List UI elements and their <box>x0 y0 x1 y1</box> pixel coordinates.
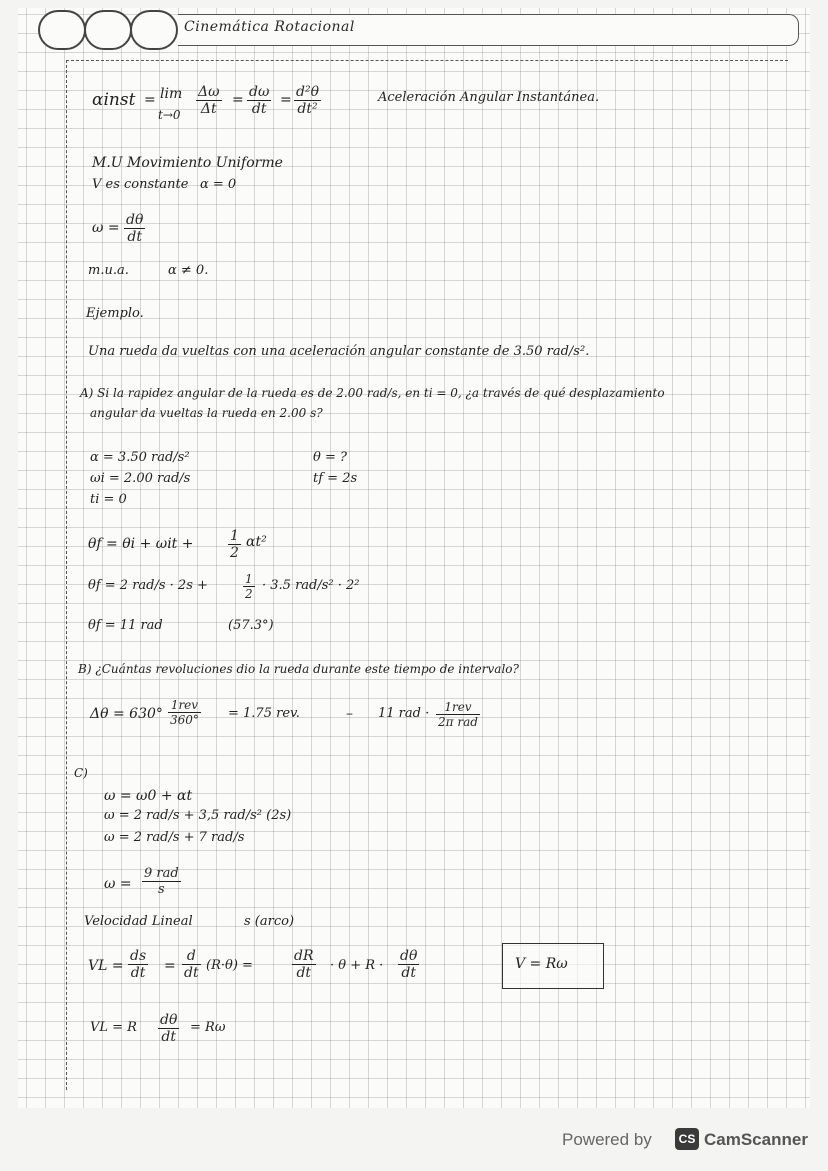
ejemplo-title: Ejemplo. <box>86 306 144 321</box>
den: dt <box>184 965 199 981</box>
given-tf: tf = 2s <box>313 471 358 486</box>
camscanner-brand: CamScanner <box>704 1130 808 1149</box>
formula1-half <box>228 528 241 561</box>
frac-d2theta <box>294 84 321 117</box>
lim: lim <box>160 86 183 102</box>
ring-2 <box>84 10 132 50</box>
alpha-inst: αinst <box>92 90 136 110</box>
frac-dR-dt <box>292 948 316 981</box>
margin-line <box>66 60 67 1090</box>
c-line4-fraction <box>142 866 181 897</box>
num: Δω <box>198 84 220 100</box>
formula2-half <box>243 572 255 601</box>
w-lhs: ω = <box>92 220 120 236</box>
top-line <box>66 60 788 61</box>
page-title: Cinemática Rotacional <box>184 19 355 35</box>
den: 2π rad <box>438 715 478 729</box>
rev-fraction <box>168 698 201 727</box>
notebook-page <box>18 8 810 1108</box>
eq-sign-3: = <box>280 92 292 108</box>
den: dt <box>127 229 142 245</box>
num: ds <box>130 948 147 964</box>
c-line3: ω = 2 rad/s + 7 rad/s <box>104 830 245 845</box>
arc-label: s (arco) <box>244 914 295 929</box>
camscanner-logo-icon: CS <box>675 1128 699 1150</box>
formula2-lhs: θf = 2 rad/s · 2s + <box>88 578 208 593</box>
question-a-line2: angular da vueltas la rueda en 2.00 s? <box>90 406 323 420</box>
num: d <box>182 948 201 965</box>
num: dθ <box>400 948 418 964</box>
vl-eq: = <box>164 958 176 974</box>
eq-sign: = <box>144 92 156 108</box>
mu-condition: V es constante <box>92 177 189 192</box>
den: dt <box>401 965 416 981</box>
num: 1rev <box>436 700 480 715</box>
frac-ds-dt <box>128 948 148 981</box>
ring-3 <box>130 10 178 50</box>
question-a-line1: A) Si la rapidez angular de la rueda es de 2.00 rad/s, en ti = 0, ¿a través de qué desplazamiento <box>80 386 665 400</box>
vl2-tail: = Rω <box>190 1020 226 1035</box>
mua-condition: α ≠ 0. <box>168 263 209 278</box>
lim-sub: t→0 <box>158 108 181 122</box>
given-ti: ti = 0 <box>90 492 127 507</box>
num: 1 <box>230 528 239 544</box>
given-alpha: α = 3.50 rad/s² <box>90 450 190 465</box>
den: Δt <box>200 101 217 117</box>
theta-degrees: (57.3°) <box>228 618 274 633</box>
c-line1: ω = ω0 + αt <box>104 788 193 804</box>
boxed-formula <box>502 943 604 989</box>
num: dR <box>294 948 314 964</box>
frac-domega <box>247 84 271 117</box>
title-box <box>178 14 799 46</box>
mu-title: M.U Movimiento Uniforme <box>92 155 283 171</box>
den: dt <box>161 1029 176 1045</box>
mua-title: m.u.a. <box>88 263 129 278</box>
c-line4-lhs: ω = <box>104 876 132 892</box>
frac-d-dt <box>182 948 201 981</box>
boxed-vrw: V = Rω <box>515 956 568 972</box>
den: dt <box>130 965 146 981</box>
rev-result: = 1.75 rev. <box>228 706 300 721</box>
c-line2: ω = 2 rad/s + 3,5 rad/s² (2s) <box>104 808 292 823</box>
powered-by-text: Powered by <box>562 1130 652 1149</box>
rev-alt-fraction <box>436 700 480 729</box>
rev-lhs: Δθ = 630° <box>90 706 163 722</box>
num: 9 rad <box>144 866 179 881</box>
question-b: B) ¿Cuántas revoluciones dio la rueda durante este tiempo de intervalo? <box>78 662 519 676</box>
den: 2 <box>245 587 253 601</box>
num: 1 <box>245 572 253 586</box>
num: dθ <box>160 1012 178 1028</box>
ring-1 <box>38 10 86 50</box>
den: dt² <box>297 101 318 117</box>
rev-alt: 11 rad · <box>378 706 430 721</box>
given-wi: ωi = 2.00 rad/s <box>90 471 191 486</box>
den: 2 <box>230 545 239 561</box>
frac-dw-dt <box>196 84 222 117</box>
formula2-tail: · 3.5 rad/s² · 2² <box>262 578 360 593</box>
formula1-tail: αt² <box>246 534 267 550</box>
formula1-lhs: θf = θi + ωit + <box>88 536 194 552</box>
den: dt <box>296 965 312 981</box>
eq-sign-2: = <box>232 92 244 108</box>
mu-alpha-zero: α = 0 <box>200 177 237 192</box>
num: 1rev <box>168 698 201 713</box>
vl2-lhs: VL = R <box>90 1020 137 1035</box>
theta-result: θf = 11 rad <box>88 618 163 633</box>
label-aceleracion: Aceleración Angular Instantánea. <box>378 90 600 105</box>
ejemplo-text: Una rueda da vueltas con una aceleración angular constante de 3.50 rad/s². <box>88 344 590 359</box>
frac-dtheta-dt-3 <box>158 1012 179 1045</box>
frac-dtheta-dt <box>124 212 145 245</box>
rev-dash: – <box>346 706 353 722</box>
vl-tail: · θ + R · <box>330 958 384 973</box>
section-c-label: C) <box>74 766 88 780</box>
num: dθ <box>126 212 144 228</box>
den: dt <box>251 101 267 117</box>
velocidad-title: Velocidad Lineal <box>84 914 193 929</box>
frac-dtheta-dt-2 <box>398 948 419 981</box>
den: 360° <box>170 713 199 727</box>
given-theta: θ = ? <box>313 450 347 465</box>
num: dω <box>249 84 270 100</box>
vl-lhs: VL = <box>88 958 124 974</box>
num: d²θ <box>296 84 320 100</box>
den: s <box>158 882 165 897</box>
vl-mid: (R·θ) = <box>206 958 253 973</box>
